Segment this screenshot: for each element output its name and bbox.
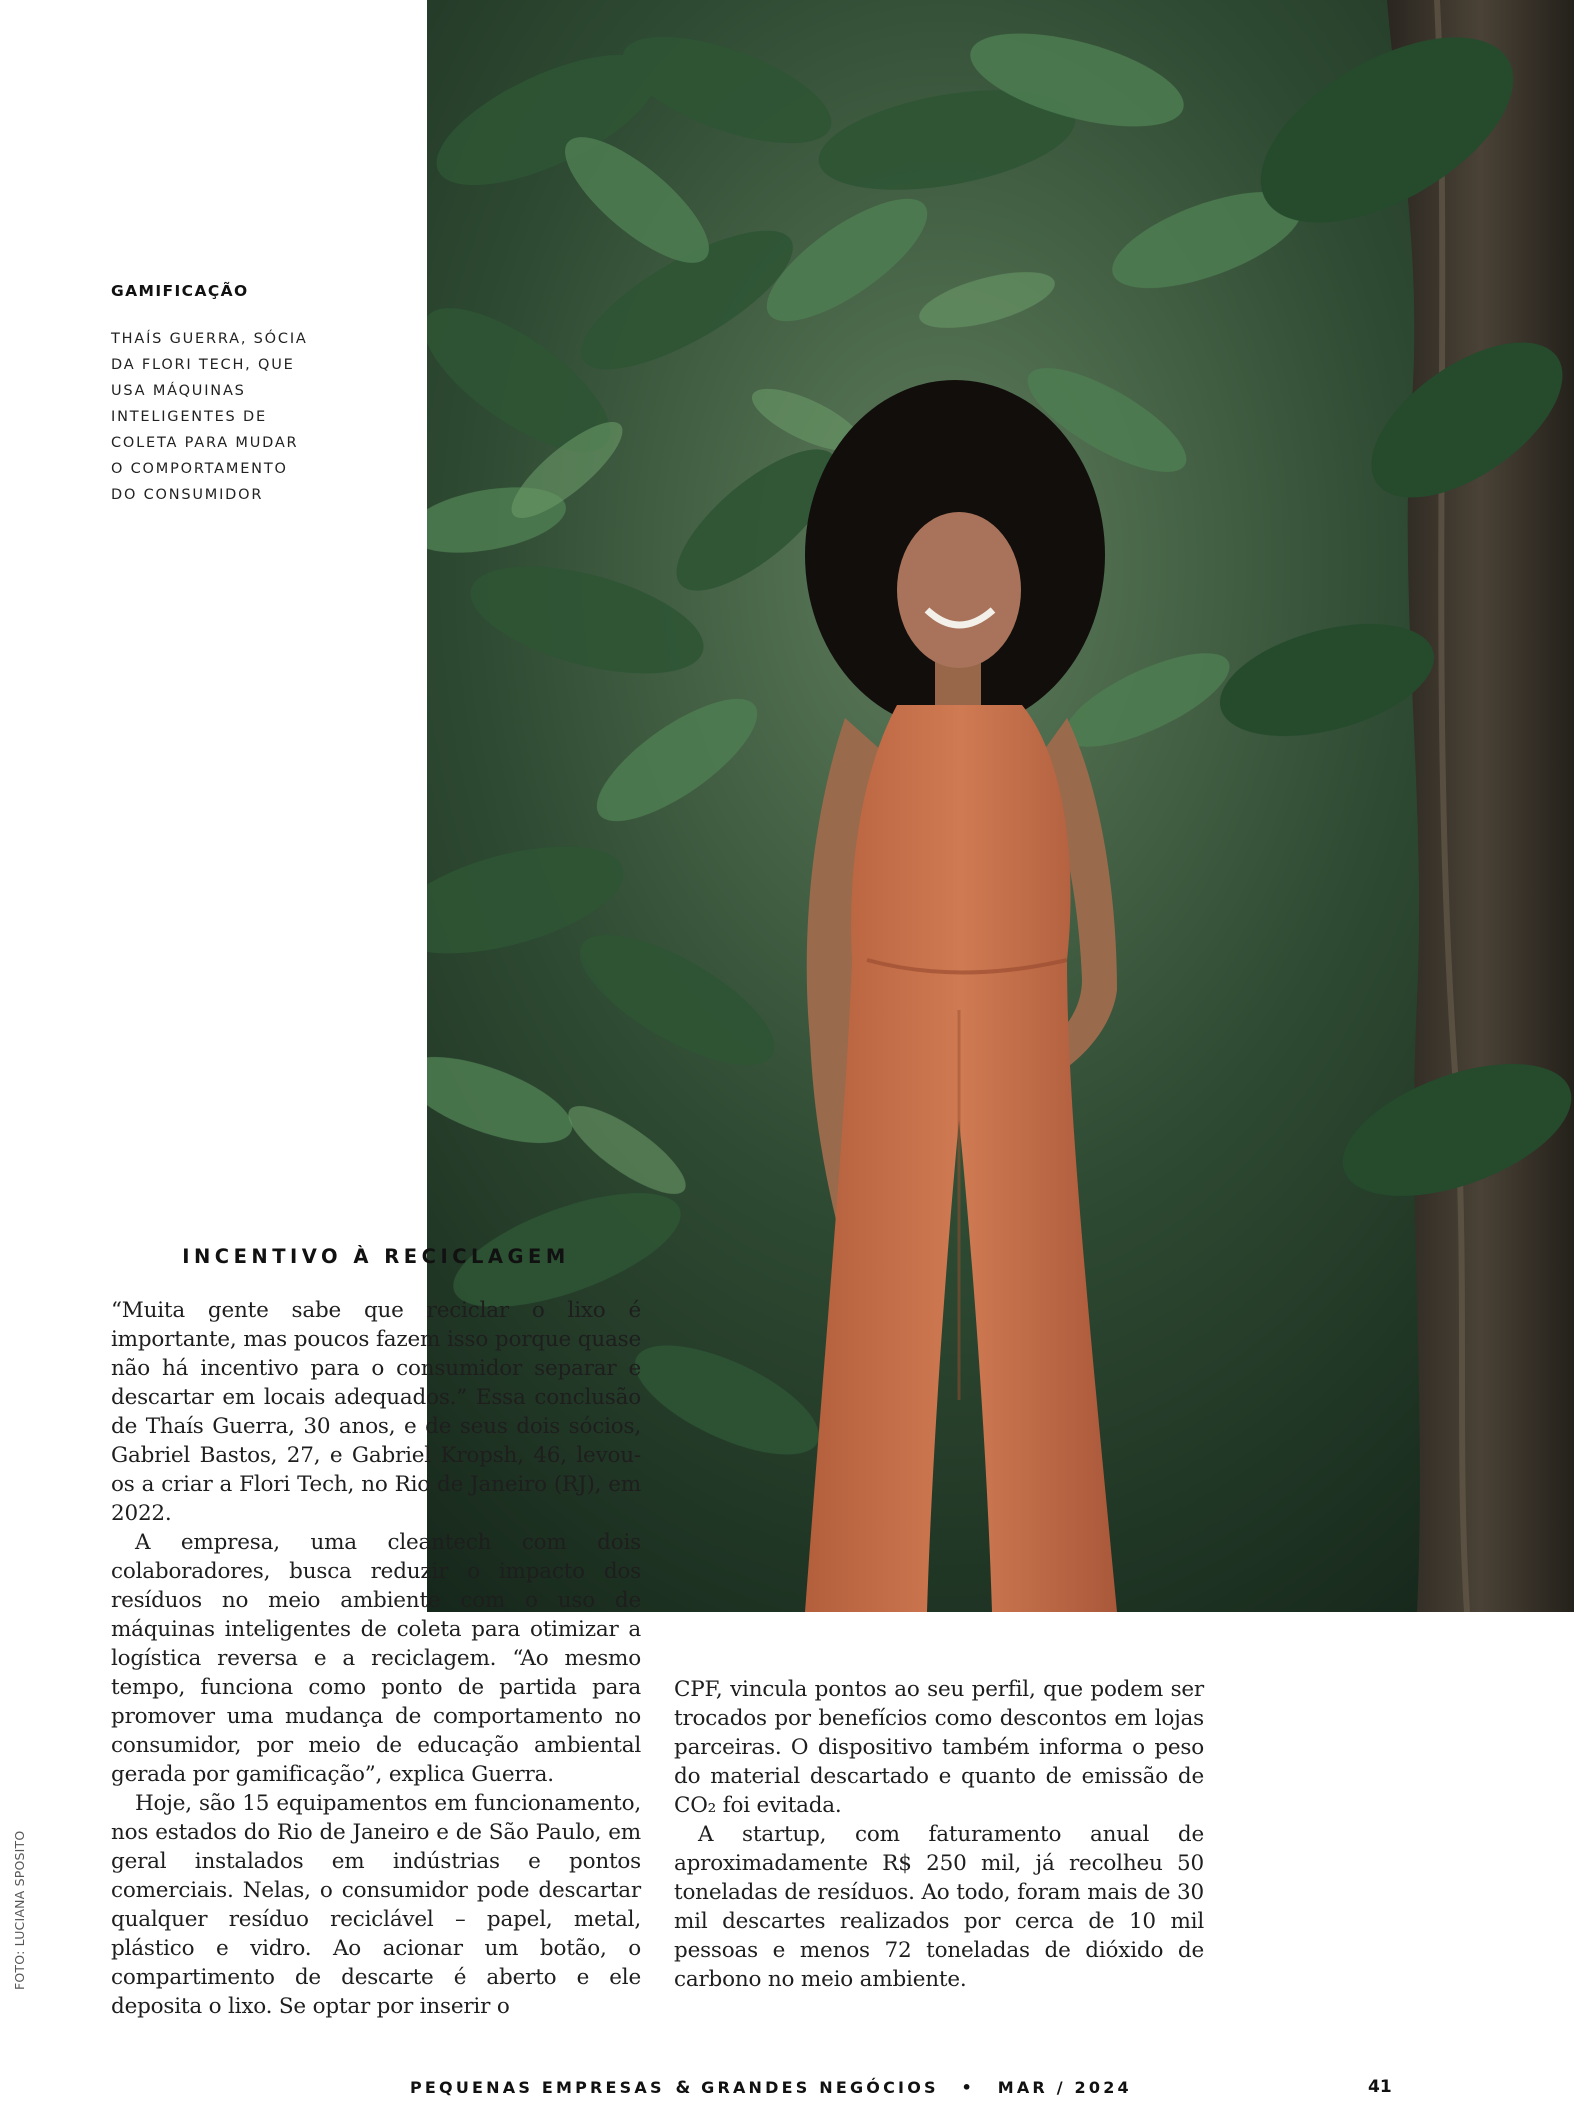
photo-credit: FOTO: LUCIANA SPOSITO	[12, 1830, 27, 1990]
publication-ampersand: &	[675, 2078, 691, 2098]
footer-separator: •	[961, 2078, 975, 2097]
caption-text: THAÍS GUERRA, SÓCIA DA FLORI TECH, QUE USA MÁQUINAS INTELIGENTES DE COLETA PARA MUDAR O COMPORTAMENTO DO CONSUMIDOR	[111, 331, 308, 503]
page-footer	[410, 2078, 1410, 2098]
section-title: INCENTIVO À RECICLAGEM	[182, 1245, 570, 1268]
issue-date: MAR / 2024	[997, 2078, 1132, 2097]
article-paragraph-5: A startup, com faturamento anual de aproximadamente R$ 250 mil, já recolheu 50 toneladas de resíduos. Ao todo, foram mais de 30 mil descartes realizados por cerca de 10 mil pessoas e menos 72 toneladas de dióxido de carbono no meio ambiente.	[674, 1822, 1204, 1992]
page-number: 41	[1368, 2077, 1392, 2097]
article-column-2	[674, 1675, 1204, 1994]
publication-name-part1: PEQUENAS EMPRESAS	[410, 2078, 665, 2097]
article-paragraph-4: CPF, vincula pontos ao seu perfil, que podem ser trocados por benefícios como descontos em lojas parceiras. O dispositivo também informa o peso do material descartado e quanto de emissão de CO₂ foi evitada.	[674, 1677, 1204, 1818]
article-column-1	[111, 1245, 641, 2021]
photo-caption	[111, 282, 311, 508]
publication-name-part2: GRANDES NEGÓCIOS	[701, 2078, 939, 2097]
caption-title: GAMIFICAÇÃO	[111, 282, 249, 300]
article-paragraph-3: Hoje, são 15 equipamentos em funcionamento, nos estados do Rio de Janeiro e de São Paulo, em geral instalados em indústrias e pontos comerciais. Nelas, o consumidor pode descartar qualquer resíduo reciclável – papel, metal, plástico e vidro. Ao acionar um botão, o compartimento de descarte é aberto e ele deposita o lixo. Se optar por inserir o	[111, 1791, 641, 2019]
article-paragraph-2: A empresa, uma cleantech com dois colaboradores, busca reduzir o impacto dos resíduos no meio ambiente com o uso de máquinas inteligentes de coleta para otimizar a logística reversa e a reciclagem. “Ao mesmo tempo, funciona como ponto de partida para promover uma mudança de comportamento no consumidor, por meio de educação ambiental gerada por gamificação”, explica Guerra.	[111, 1530, 641, 1787]
article-paragraph-1: “Muita gente sabe que reciclar o lixo é importante, mas poucos fazem isso porque quase não há incentivo para o consumidor separar e descartar em locais adequados.” Essa conclusão de Thaís Guerra, 30 anos, e de seus dois sócios, Gabriel Bastos, 27, e Gabriel Kropsh, 46, levou-os a criar a Flori Tech, no Rio de Janeiro (RJ), em 2022.	[111, 1298, 641, 1526]
